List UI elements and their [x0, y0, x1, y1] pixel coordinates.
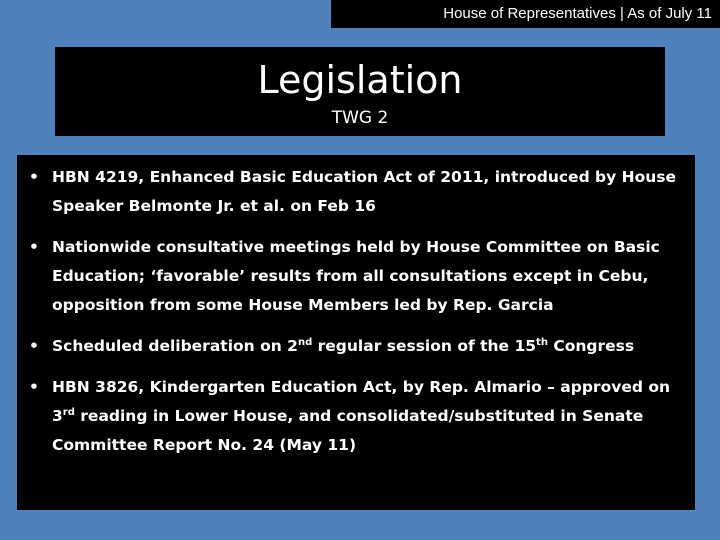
bullet-text-part: HBN 3826, Kindergarten Education Act, by Rep. Almario – approved on 3: [52, 378, 671, 425]
title-box: [55, 47, 665, 136]
header-text: House of Representatives | As of July 11: [443, 5, 712, 22]
bullet-text-part: regular session of the 15: [312, 337, 537, 355]
slide-title: Legislation: [257, 58, 463, 102]
bullet-text-part: HBN 4219, Enhanced Basic Education Act of 2011, introduced by House Speaker Belmonte Jr. et al. on Feb 16: [52, 168, 677, 215]
bullet-text: [52, 378, 670, 454]
bullet-text-part: Congress: [547, 337, 635, 355]
bullet-text-part: Scheduled deliberation on 2: [52, 337, 298, 355]
bullet-dot: •: [29, 238, 39, 256]
bullet-superscript: nd: [297, 336, 313, 348]
bullet-dot: •: [29, 168, 39, 186]
bullet-item: [17, 332, 695, 361]
slide-subtitle: TWG 2: [331, 108, 389, 128]
bullet-list: [17, 163, 695, 472]
bullet-dot: •: [29, 378, 39, 396]
bullet-text: [52, 238, 660, 314]
bullet-superscript: th: [536, 336, 548, 348]
bullet-text-part: reading in Lower House, and consolidated/substituted in Senate Committee Report No. 24 (May 11): [52, 407, 644, 454]
bullet-superscript: rd: [62, 406, 75, 418]
bullet-item: [17, 233, 695, 320]
header-strip: [331, 0, 720, 28]
content-box: [17, 155, 695, 510]
bullet-text: [52, 168, 676, 215]
bullet-text-part: Nationwide consultative meetings held by House Committee on Basic Education; ‘favorable’ results from all consultations except in Cebu, opposition from some House Members led by Rep. Garcia: [52, 238, 660, 314]
bullet-dot: •: [29, 337, 39, 355]
bullet-text: [52, 337, 634, 355]
bullet-item: [17, 163, 695, 221]
bullet-item: [17, 373, 695, 460]
